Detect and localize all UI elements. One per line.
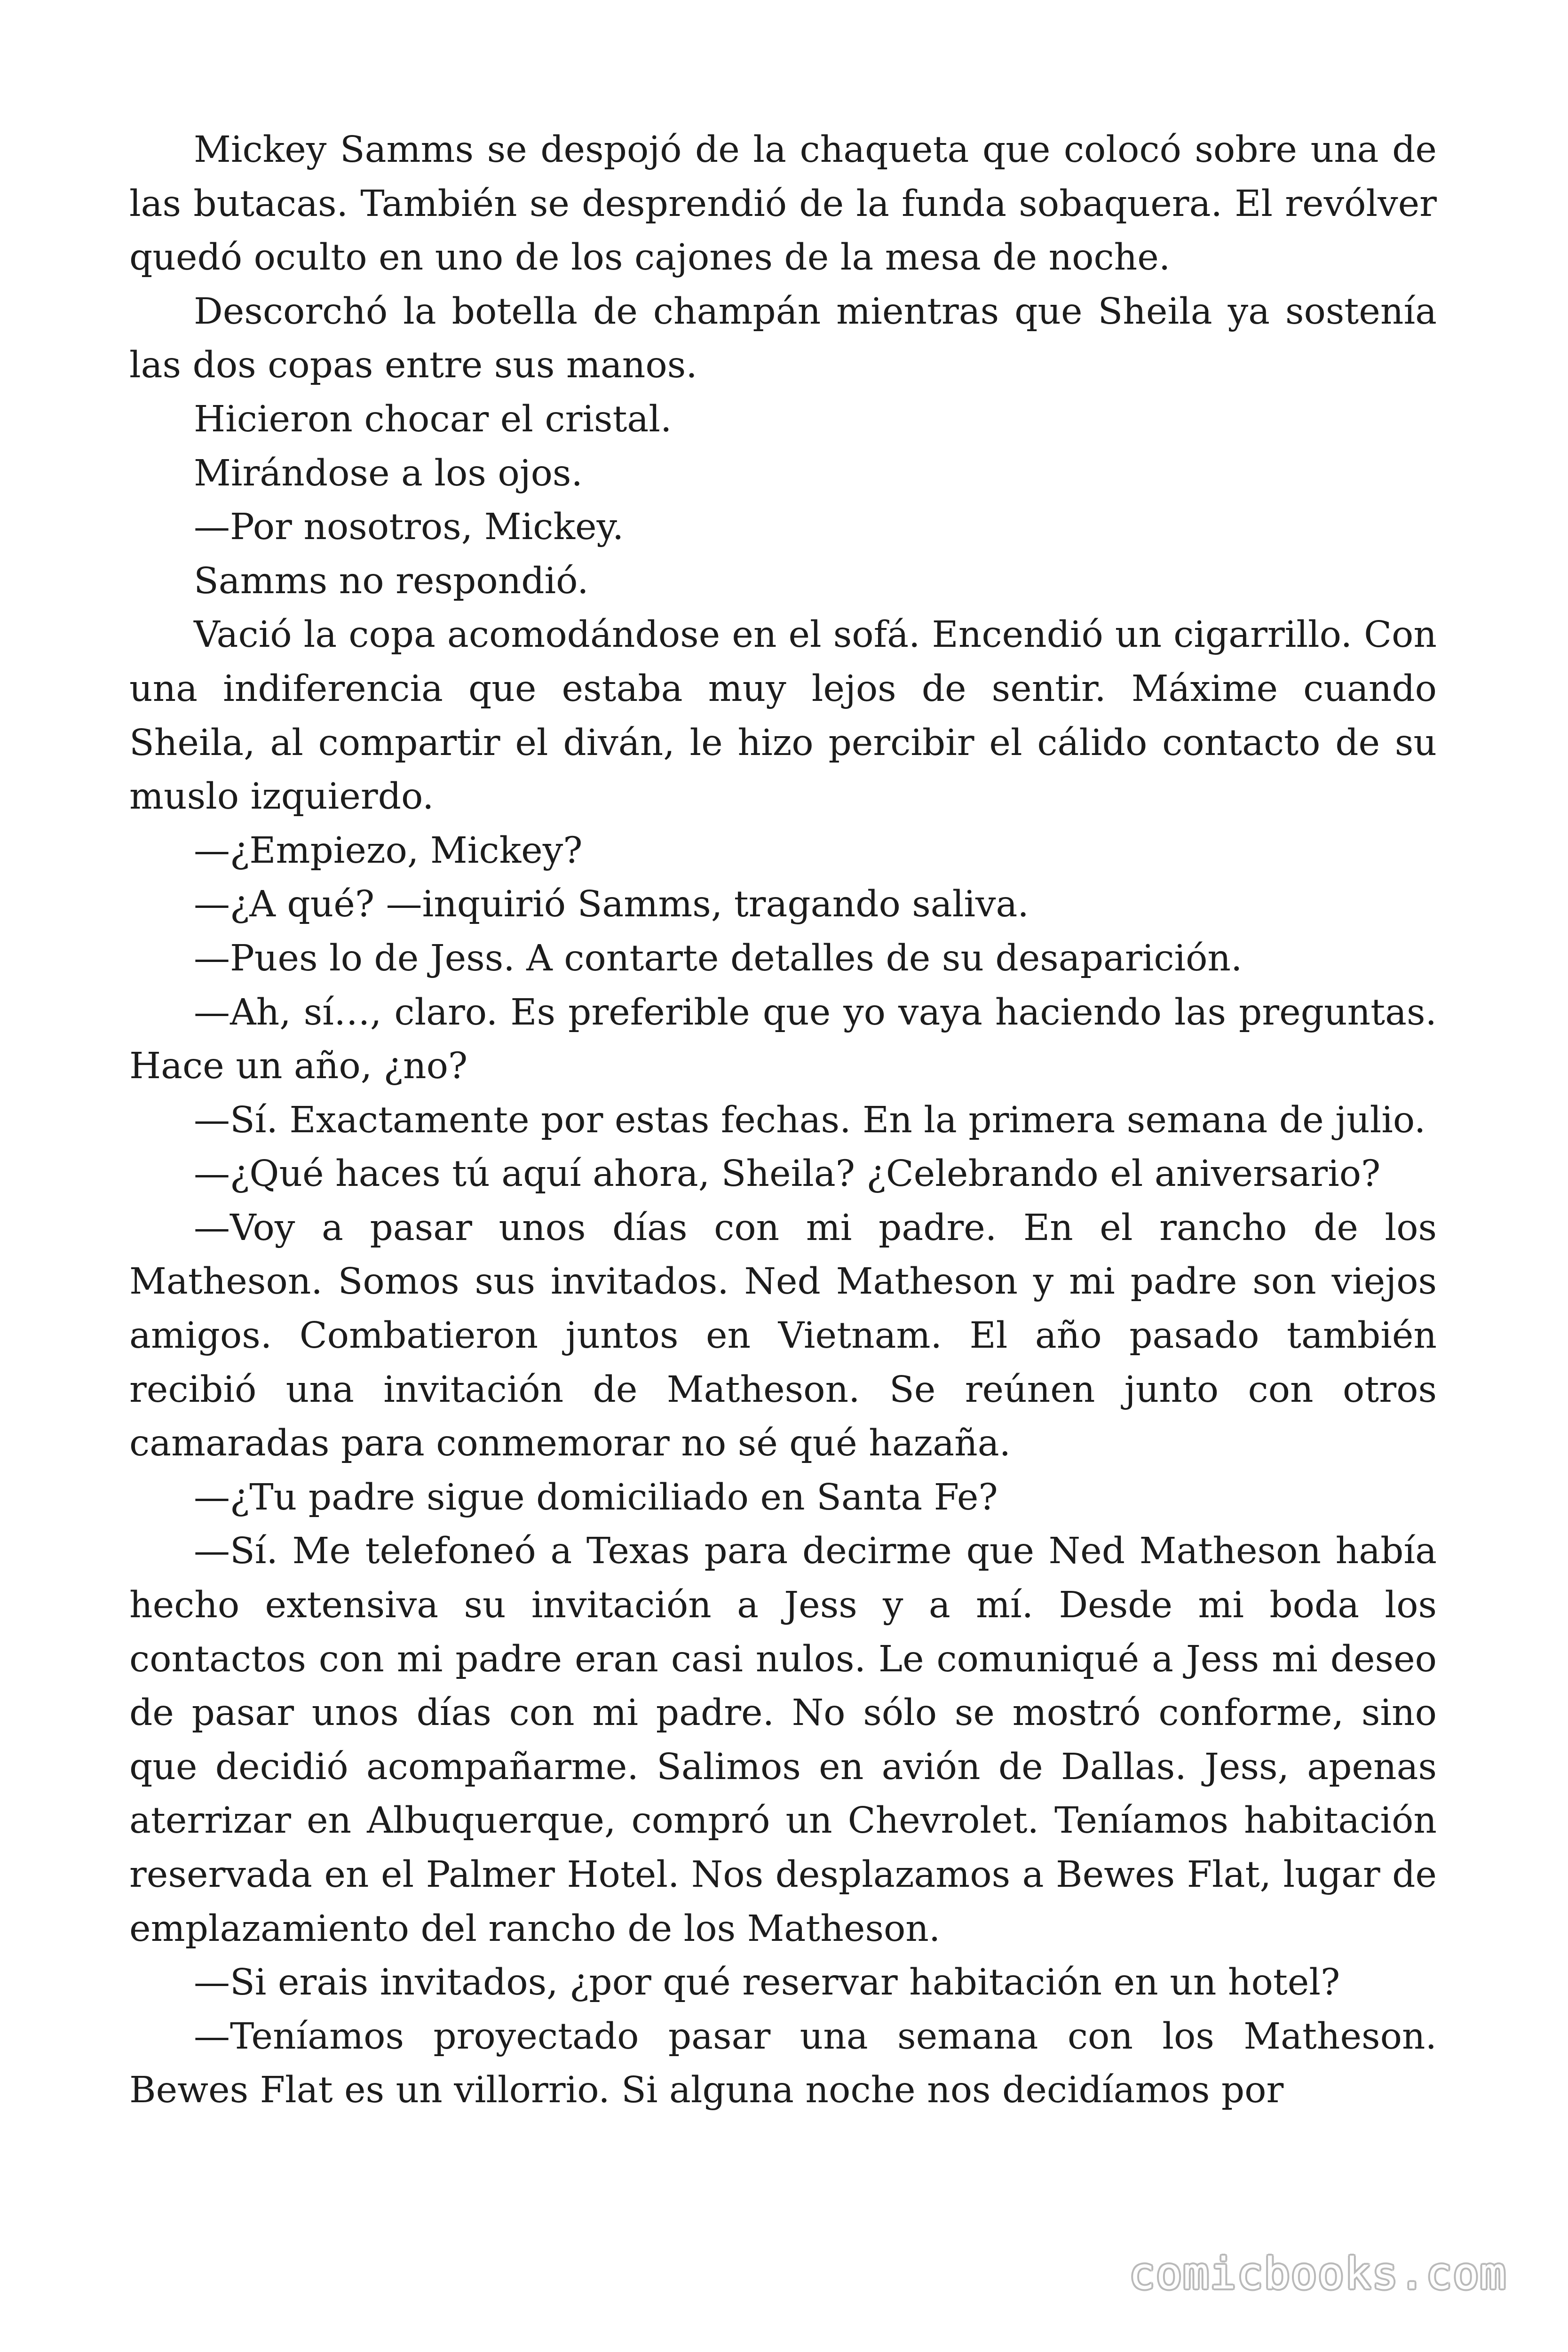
paragraph: —¿Empiezo, Mickey? [194,829,583,872]
paragraph: —Pues lo de Jess. A contarte detalles de su desaparición. [194,937,1243,979]
paragraph: Descorchó la botella de champán mientras que Sheila ya sostenía las dos copas entre sus manos. [129,290,1437,387]
paragraph: —Sí. Me telefoneó a Texas para decirme que Ned Matheson había hecho extensiva su invitación a Jess y a mí. Desde mi boda los contactos con mi padre eran casi nulos. Le comuniqué a Jess mi deseo de pasar unos días con mi padre. No sólo se mostró conforme, sino que decidió acompañarme. Salimos en avión de Dallas. Jess, apenas aterrizar en Albuquerque, compró un Chevrolet. Teníamos habitación reservada en el Palmer Hotel. Nos desplazamos a Bewes Flat, lugar de emplazamiento del rancho de los Matheson. [129,1530,1437,1950]
watermark: comicbooks.com [1129,2249,1507,2299]
paragraph: —Si erais invitados, ¿por qué reservar habitación en un hotel? [194,1962,1340,2004]
paragraph: —Voy a pasar unos días con mi padre. En el rancho de los Matheson. Somos sus invitados. Ned Matheson y mi padre son viejos amigos. Combatieron juntos en Vietnam. El año pasado también recibió una invitación de Matheson. Se reúnen junto con otros camaradas para conmemorar no sé qué hazaña. [129,1207,1437,1465]
paragraph: Mickey Samms se despojó de la chaqueta que colocó sobre una de las butacas. También se desprendió de la funda sobaquera. El revólver quedó oculto en uno de los cajones de la mesa de noche. [129,129,1437,279]
paragraph: —Teníamos proyectado pasar una semana con los Matheson. Bewes Flat es un villorrio. Si alguna noche nos decidíamos por [129,2015,1437,2112]
paragraph: —¿Qué haces tú aquí ahora, Sheila? ¿Celebrando el aniversario? [194,1153,1381,1195]
paragraph: Hicieron chocar el cristal. [194,398,672,440]
paragraph: Vació la copa acomodándose en el sofá. Encendió un cigarrillo. Con una indiferencia que estaba muy lejos de sentir. Máxime cuando Sheila, al compartir el diván, le hizo percibir el cálido contacto de su muslo izquierdo. [129,614,1437,818]
paragraph: —¿A qué? —inquirió Samms, tragando saliva. [194,883,1029,926]
paragraph: —¿Tu padre sigue domiciliado en Santa Fe? [194,1476,998,1518]
paragraph: Mirándose a los ojos. [194,452,583,494]
text-body [129,123,1437,2118]
paragraph: —Por nosotros, Mickey. [194,506,624,548]
paragraph: Samms no respondió. [194,560,589,602]
paragraph: —Sí. Exactamente por estas fechas. En la primera semana de julio. [194,1099,1426,1141]
paragraph: —Ah, sí…, claro. Es preferible que yo vaya haciendo las preguntas. Hace un año, ¿no? [129,991,1437,1088]
